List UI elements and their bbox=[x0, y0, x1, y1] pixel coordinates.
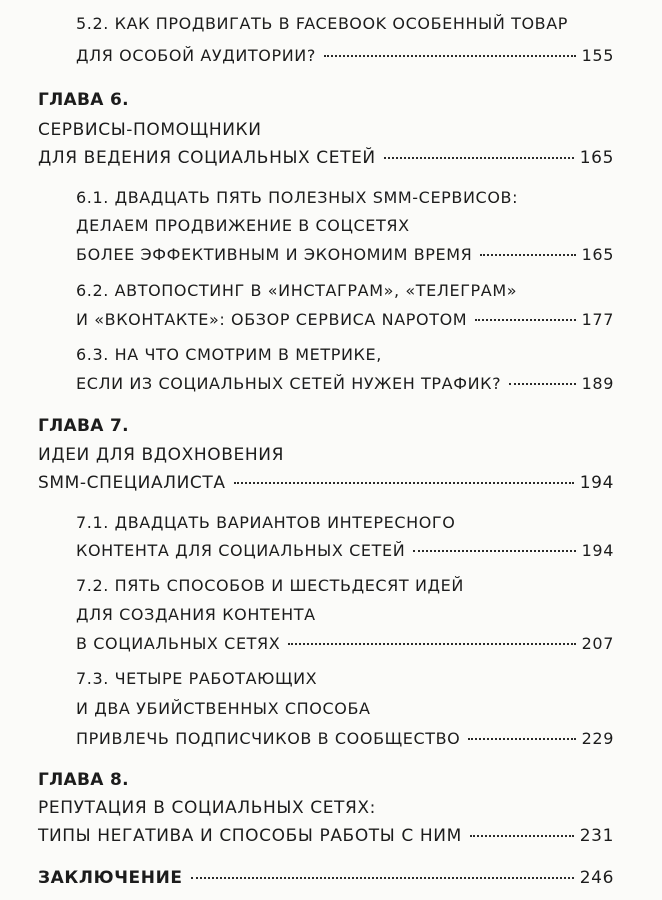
dot-leader bbox=[470, 835, 574, 837]
page-number: 177 bbox=[581, 310, 614, 329]
page-number: 231 bbox=[579, 826, 614, 846]
page-number: 246 bbox=[579, 868, 614, 888]
page-number: 165 bbox=[581, 245, 614, 264]
page-number: 165 bbox=[579, 148, 614, 168]
page-number: 207 bbox=[581, 634, 614, 653]
dot-leader bbox=[468, 738, 575, 740]
section-title: 6.3. НА ЧТО СМОТРИМ В МЕТРИКЕ, bbox=[76, 345, 382, 364]
section-title: 7.3. ЧЕТЫРЕ РАБОТАЮЩИХ bbox=[76, 669, 318, 688]
section-title: ЕСЛИ ИЗ СОЦИАЛЬНЫХ СЕТЕЙ НУЖЕН ТРАФИК? bbox=[76, 374, 502, 393]
section-title: ДЕЛАЕМ ПРОДВИЖЕНИЕ В СОЦСЕТЯХ bbox=[76, 216, 410, 235]
toc-entry-6-2[interactable] bbox=[76, 310, 614, 329]
toc-line bbox=[76, 513, 614, 532]
chapter-title: СЕРВИСЫ-ПОМОЩНИКИ bbox=[38, 120, 262, 140]
chapter-heading: ГЛАВА 6. bbox=[38, 90, 129, 110]
toc-line bbox=[38, 445, 614, 465]
toc-line bbox=[76, 669, 614, 688]
section-title: И «ВКОНТАКТЕ»: ОБЗОР СЕРВИСА NAPOTOM bbox=[76, 310, 468, 329]
toc-line bbox=[76, 216, 614, 235]
toc-line bbox=[76, 576, 614, 595]
chapter-title: ДЛЯ ВЕДЕНИЯ СОЦИАЛЬНЫХ СЕТЕЙ bbox=[38, 148, 376, 168]
page-number: 194 bbox=[581, 541, 614, 560]
section-title: ПРИВЛЕЧЬ ПОДПИСЧИКОВ В СООБЩЕСТВО bbox=[76, 729, 461, 748]
dot-leader bbox=[288, 643, 575, 645]
section-title: 7.1. ДВАДЦАТЬ ВАРИАНТОВ ИНТЕРЕСНОГО bbox=[76, 513, 456, 532]
dot-leader bbox=[475, 319, 575, 321]
chapter-title: ТИПЫ НЕГАТИВА И СПОСОБЫ РАБОТЫ С НИМ bbox=[38, 826, 462, 846]
toc-entry-7-1[interactable] bbox=[76, 541, 614, 560]
chapter-heading: ГЛАВА 7. bbox=[38, 416, 129, 436]
chapter-heading: ГЛАВА 8. bbox=[38, 770, 129, 790]
page-number: 189 bbox=[581, 374, 614, 393]
toc-line bbox=[38, 798, 614, 818]
chapter-title: SMM-СПЕЦИАЛИСТА bbox=[38, 473, 226, 493]
dot-leader bbox=[324, 55, 576, 57]
section-title: 7.2. ПЯТЬ СПОСОБОВ И ШЕСТЬДЕСЯТ ИДЕЙ bbox=[76, 576, 464, 595]
chapter-title: ИДЕИ ДЛЯ ВДОХНОВЕНИЯ bbox=[38, 445, 284, 465]
toc-entry-conclusion[interactable] bbox=[38, 868, 614, 888]
section-title: ДЛЯ ОСОБОЙ АУДИТОРИИ? bbox=[76, 46, 316, 65]
toc-line bbox=[76, 188, 614, 207]
toc-line bbox=[76, 605, 614, 624]
conclusion-title: ЗАКЛЮЧЕНИЕ bbox=[38, 868, 183, 888]
dot-leader bbox=[480, 254, 575, 256]
toc-line bbox=[76, 699, 614, 718]
toc-entry-7-2[interactable] bbox=[76, 634, 614, 653]
toc-entry-chapter-6[interactable] bbox=[38, 148, 614, 168]
dot-leader bbox=[509, 383, 575, 385]
page-number: 155 bbox=[581, 46, 614, 65]
toc-line bbox=[76, 281, 614, 300]
page-number: 229 bbox=[581, 729, 614, 748]
toc-line bbox=[76, 14, 614, 33]
toc-entry-5-2[interactable] bbox=[76, 46, 614, 65]
page-number: 194 bbox=[579, 473, 614, 493]
chapter-title: РЕПУТАЦИЯ В СОЦИАЛЬНЫХ СЕТЯХ: bbox=[38, 798, 377, 818]
toc-entry-chapter-7[interactable] bbox=[38, 473, 614, 493]
section-title: 6.2. АВТОПОСТИНГ В «ИНСТАГРАМ», «ТЕЛЕГРАМ» bbox=[76, 281, 518, 300]
dot-leader bbox=[384, 157, 574, 159]
section-title: В СОЦИАЛЬНЫХ СЕТЯХ bbox=[76, 634, 281, 653]
toc-entry-6-1[interactable] bbox=[76, 245, 614, 264]
dot-leader bbox=[413, 550, 575, 552]
section-title: 6.1. ДВАДЦАТЬ ПЯТЬ ПОЛЕЗНЫХ SMM-СЕРВИСОВ: bbox=[76, 188, 519, 207]
toc-line bbox=[38, 120, 614, 140]
section-title: И ДВА УБИЙСТВЕННЫХ СПОСОБА bbox=[76, 699, 371, 718]
toc-entry-7-3[interactable] bbox=[76, 729, 614, 748]
toc-line bbox=[76, 345, 614, 364]
dot-leader bbox=[234, 482, 574, 484]
section-title: ДЛЯ СОЗДАНИЯ КОНТЕНТА bbox=[76, 605, 316, 624]
toc-entry-chapter-8[interactable] bbox=[38, 826, 614, 846]
dot-leader bbox=[191, 877, 574, 879]
section-title: БОЛЕЕ ЭФФЕКТИВНЫМ И ЭКОНОМИМ ВРЕМЯ bbox=[76, 245, 473, 264]
section-title: КОНТЕНТА ДЛЯ СОЦИАЛЬНЫХ СЕТЕЙ bbox=[76, 541, 406, 560]
section-title: 5.2. КАК ПРОДВИГАТЬ В FACEBOOK ОСОБЕННЫЙ ТОВАР bbox=[76, 14, 569, 33]
toc-entry-6-3[interactable] bbox=[76, 374, 614, 393]
